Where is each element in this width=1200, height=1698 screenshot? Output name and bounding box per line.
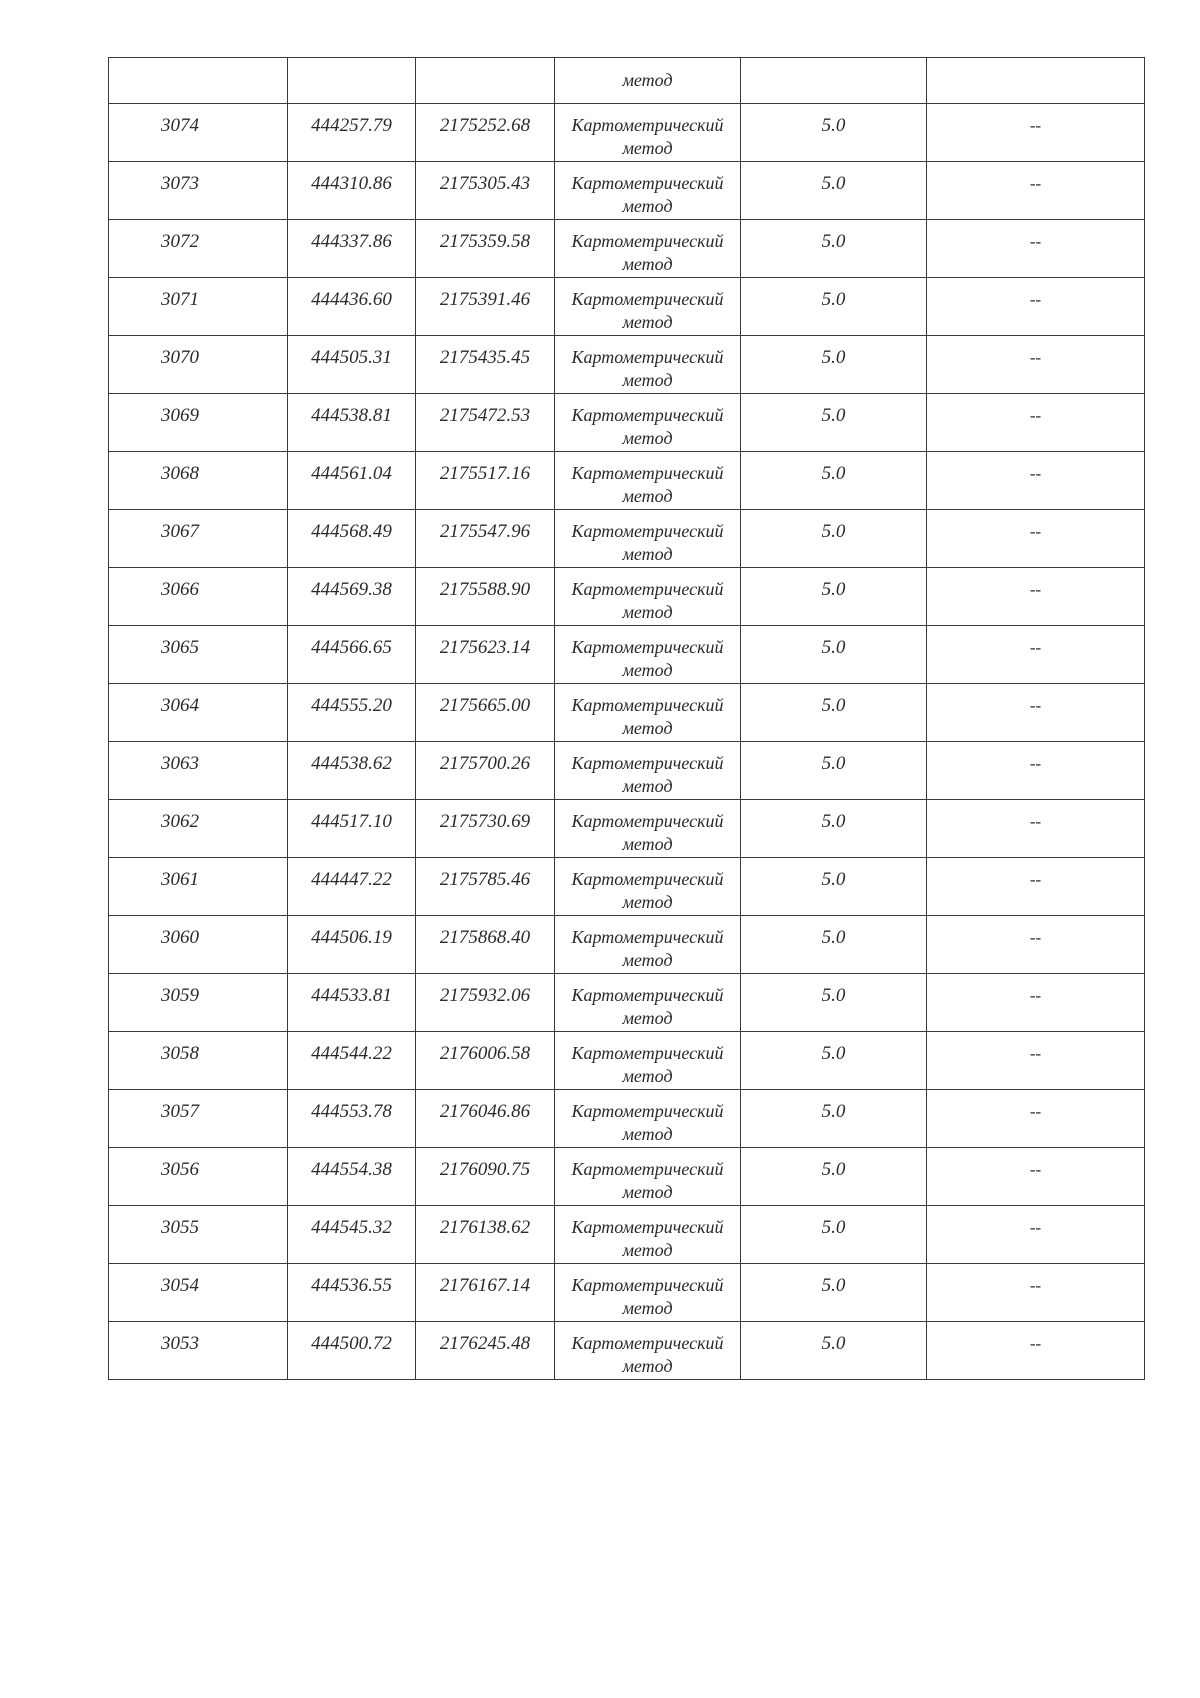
note-cell: -- bbox=[927, 104, 1145, 162]
table-row bbox=[109, 916, 1145, 974]
method-line-1: Картометрический bbox=[571, 869, 724, 889]
y-cell: 2175517.16 bbox=[416, 452, 555, 510]
note-cell: -- bbox=[927, 1206, 1145, 1264]
point-cell: 3066 bbox=[109, 568, 288, 626]
method-line-1: Картометрический bbox=[571, 1275, 724, 1295]
method-cell: метод bbox=[555, 58, 741, 104]
accuracy-cell: 5.0 bbox=[741, 278, 927, 336]
table-row bbox=[109, 626, 1145, 684]
accuracy-cell: 5.0 bbox=[741, 336, 927, 394]
method-line-1: Картометрический bbox=[571, 1043, 724, 1063]
x-cell: 444257.79 bbox=[288, 104, 416, 162]
accuracy-cell: 5.0 bbox=[741, 1090, 927, 1148]
table-row bbox=[109, 162, 1145, 220]
method-cell bbox=[555, 278, 741, 336]
accuracy-cell: 5.0 bbox=[741, 684, 927, 742]
table-row bbox=[109, 220, 1145, 278]
note-cell: -- bbox=[927, 1264, 1145, 1322]
x-cell: 444568.49 bbox=[288, 510, 416, 568]
x-cell: 444555.20 bbox=[288, 684, 416, 742]
table-row bbox=[109, 394, 1145, 452]
method-line-1: Картометрический bbox=[571, 811, 724, 831]
table-row bbox=[109, 1322, 1145, 1380]
accuracy-cell: 5.0 bbox=[741, 162, 927, 220]
method-line-1: Картометрический bbox=[571, 1101, 724, 1121]
method-line-1: Картометрический bbox=[571, 637, 724, 657]
method-line-2: метод bbox=[622, 892, 673, 912]
x-cell: 444569.38 bbox=[288, 568, 416, 626]
method-cell bbox=[555, 1322, 741, 1380]
point-cell: 3071 bbox=[109, 278, 288, 336]
y-cell: 2175391.46 bbox=[416, 278, 555, 336]
accuracy-cell: 5.0 bbox=[741, 742, 927, 800]
x-cell: 444533.81 bbox=[288, 974, 416, 1032]
point-cell: 3072 bbox=[109, 220, 288, 278]
method-line-1: Картометрический bbox=[571, 927, 724, 947]
point-cell: 3056 bbox=[109, 1148, 288, 1206]
note-cell: -- bbox=[927, 1090, 1145, 1148]
point-cell: 3069 bbox=[109, 394, 288, 452]
point-cell: 3063 bbox=[109, 742, 288, 800]
method-line-1: Картометрический bbox=[571, 463, 724, 483]
accuracy-cell: 5.0 bbox=[741, 916, 927, 974]
method-cell bbox=[555, 452, 741, 510]
method-cell bbox=[555, 394, 741, 452]
method-line-2: метод bbox=[622, 370, 673, 390]
y-cell: 2175547.96 bbox=[416, 510, 555, 568]
method-line-2: метод bbox=[622, 138, 673, 158]
method-line-1: Картометрический bbox=[571, 1333, 724, 1353]
accuracy-cell: 5.0 bbox=[741, 858, 927, 916]
method-line-2: метод bbox=[622, 718, 673, 738]
accuracy-cell: 5.0 bbox=[741, 1206, 927, 1264]
method-line-2: метод bbox=[622, 834, 673, 854]
table-row bbox=[109, 336, 1145, 394]
note-cell: -- bbox=[927, 510, 1145, 568]
note-cell: -- bbox=[927, 974, 1145, 1032]
y-cell: 2175359.58 bbox=[416, 220, 555, 278]
method-cell bbox=[555, 220, 741, 278]
y-cell: 2176090.75 bbox=[416, 1148, 555, 1206]
note-cell: -- bbox=[927, 858, 1145, 916]
note-cell: -- bbox=[927, 684, 1145, 742]
method-cell bbox=[555, 162, 741, 220]
x-cell: 444436.60 bbox=[288, 278, 416, 336]
method-cell bbox=[555, 1148, 741, 1206]
table-row bbox=[109, 858, 1145, 916]
note-cell: -- bbox=[927, 278, 1145, 336]
y-cell bbox=[416, 58, 555, 104]
table-row bbox=[109, 800, 1145, 858]
method-cell bbox=[555, 1206, 741, 1264]
method-cell bbox=[555, 916, 741, 974]
method-line-2: метод bbox=[622, 602, 673, 622]
y-cell: 2175305.43 bbox=[416, 162, 555, 220]
method-line-1: Картометрический bbox=[571, 579, 724, 599]
y-cell: 2175588.90 bbox=[416, 568, 555, 626]
table-row bbox=[109, 452, 1145, 510]
point-cell: 3074 bbox=[109, 104, 288, 162]
method-cell bbox=[555, 104, 741, 162]
method-line-2: метод bbox=[622, 660, 673, 680]
x-cell: 444506.19 bbox=[288, 916, 416, 974]
table-body bbox=[109, 58, 1145, 1380]
method-line-2: метод bbox=[622, 486, 673, 506]
y-cell: 2176245.48 bbox=[416, 1322, 555, 1380]
method-cell bbox=[555, 1032, 741, 1090]
point-cell: 3065 bbox=[109, 626, 288, 684]
method-cell bbox=[555, 974, 741, 1032]
method-cell bbox=[555, 510, 741, 568]
note-cell: -- bbox=[927, 162, 1145, 220]
note-cell: -- bbox=[927, 394, 1145, 452]
point-cell: 3060 bbox=[109, 916, 288, 974]
note-cell bbox=[927, 58, 1145, 104]
accuracy-cell: 5.0 bbox=[741, 1032, 927, 1090]
method-cell bbox=[555, 626, 741, 684]
table-row bbox=[109, 684, 1145, 742]
method-line-2: метод bbox=[622, 1240, 673, 1260]
method-line-1: Картометрический bbox=[571, 1159, 724, 1179]
method-line-2: метод bbox=[622, 254, 673, 274]
point-cell: 3054 bbox=[109, 1264, 288, 1322]
method-cell bbox=[555, 336, 741, 394]
method-line-2: метод bbox=[622, 1182, 673, 1202]
method-cell bbox=[555, 684, 741, 742]
method-line-1: Картометрический bbox=[571, 695, 724, 715]
x-cell: 444500.72 bbox=[288, 1322, 416, 1380]
y-cell: 2176138.62 bbox=[416, 1206, 555, 1264]
y-cell: 2176167.14 bbox=[416, 1264, 555, 1322]
x-cell: 444554.38 bbox=[288, 1148, 416, 1206]
table-row bbox=[109, 742, 1145, 800]
x-cell: 444538.81 bbox=[288, 394, 416, 452]
y-cell: 2175730.69 bbox=[416, 800, 555, 858]
method-cell bbox=[555, 568, 741, 626]
y-cell: 2176046.86 bbox=[416, 1090, 555, 1148]
method-line-1: Картометрический bbox=[571, 231, 724, 251]
x-cell: 444561.04 bbox=[288, 452, 416, 510]
accuracy-cell: 5.0 bbox=[741, 974, 927, 1032]
point-cell: 3070 bbox=[109, 336, 288, 394]
x-cell: 444447.22 bbox=[288, 858, 416, 916]
x-cell: 444538.62 bbox=[288, 742, 416, 800]
point-cell: 3067 bbox=[109, 510, 288, 568]
note-cell: -- bbox=[927, 220, 1145, 278]
accuracy-cell: 5.0 bbox=[741, 1322, 927, 1380]
note-cell: -- bbox=[927, 452, 1145, 510]
table-row bbox=[109, 1264, 1145, 1322]
y-cell: 2175868.40 bbox=[416, 916, 555, 974]
point-cell: 3053 bbox=[109, 1322, 288, 1380]
table-row bbox=[109, 1090, 1145, 1148]
method-line-1: Картометрический bbox=[571, 985, 724, 1005]
method-line-2: метод bbox=[622, 1356, 673, 1376]
method-cell bbox=[555, 742, 741, 800]
method-line-1: Картометрический bbox=[571, 173, 724, 193]
table-row bbox=[109, 510, 1145, 568]
method-line-1: Картометрический bbox=[571, 405, 724, 425]
method-line-2: метод bbox=[622, 1124, 673, 1144]
x-cell: 444310.86 bbox=[288, 162, 416, 220]
method-cell bbox=[555, 858, 741, 916]
point-cell: 3058 bbox=[109, 1032, 288, 1090]
point-cell bbox=[109, 58, 288, 104]
y-cell: 2175932.06 bbox=[416, 974, 555, 1032]
x-cell: 444544.22 bbox=[288, 1032, 416, 1090]
method-line-2: метод bbox=[622, 1008, 673, 1028]
note-cell: -- bbox=[927, 800, 1145, 858]
accuracy-cell: 5.0 bbox=[741, 800, 927, 858]
point-cell: 3055 bbox=[109, 1206, 288, 1264]
method-cell bbox=[555, 800, 741, 858]
method-line-1: Картометрический bbox=[571, 115, 724, 135]
method-line-1: Картометрический bbox=[571, 753, 724, 773]
table-row bbox=[109, 278, 1145, 336]
accuracy-cell: 5.0 bbox=[741, 1148, 927, 1206]
accuracy-cell: 5.0 bbox=[741, 626, 927, 684]
method-line-2: метод bbox=[622, 1298, 673, 1318]
method-line-2: метод bbox=[622, 544, 673, 564]
y-cell: 2175252.68 bbox=[416, 104, 555, 162]
x-cell bbox=[288, 58, 416, 104]
accuracy-cell: 5.0 bbox=[741, 568, 927, 626]
y-cell: 2175472.53 bbox=[416, 394, 555, 452]
method-line-2: метод bbox=[622, 196, 673, 216]
accuracy-cell: 5.0 bbox=[741, 104, 927, 162]
x-cell: 444517.10 bbox=[288, 800, 416, 858]
table-row bbox=[109, 974, 1145, 1032]
note-cell: -- bbox=[927, 1148, 1145, 1206]
note-cell: -- bbox=[927, 742, 1145, 800]
table-row bbox=[109, 1148, 1145, 1206]
x-cell: 444566.65 bbox=[288, 626, 416, 684]
x-cell: 444337.86 bbox=[288, 220, 416, 278]
y-cell: 2175665.00 bbox=[416, 684, 555, 742]
table-row-continued bbox=[109, 58, 1145, 104]
method-line-2: метод bbox=[622, 428, 673, 448]
table-row bbox=[109, 568, 1145, 626]
table-row bbox=[109, 1206, 1145, 1264]
x-cell: 444505.31 bbox=[288, 336, 416, 394]
y-cell: 2175785.46 bbox=[416, 858, 555, 916]
point-cell: 3059 bbox=[109, 974, 288, 1032]
y-cell: 2175623.14 bbox=[416, 626, 555, 684]
y-cell: 2175700.26 bbox=[416, 742, 555, 800]
method-line-1: Картометрический bbox=[571, 289, 724, 309]
accuracy-cell: 5.0 bbox=[741, 1264, 927, 1322]
method-line-2: метод bbox=[622, 950, 673, 970]
accuracy-cell bbox=[741, 58, 927, 104]
method-line-2: метод bbox=[622, 776, 673, 796]
note-cell: -- bbox=[927, 916, 1145, 974]
method-cell bbox=[555, 1264, 741, 1322]
accuracy-cell: 5.0 bbox=[741, 394, 927, 452]
point-cell: 3061 bbox=[109, 858, 288, 916]
method-line-1: Картометрический bbox=[571, 1217, 724, 1237]
method-cell bbox=[555, 1090, 741, 1148]
point-cell: 3068 bbox=[109, 452, 288, 510]
x-cell: 444553.78 bbox=[288, 1090, 416, 1148]
point-cell: 3062 bbox=[109, 800, 288, 858]
method-line-1: Картометрический bbox=[571, 347, 724, 367]
method-line-2: метод bbox=[622, 312, 673, 332]
note-cell: -- bbox=[927, 626, 1145, 684]
accuracy-cell: 5.0 bbox=[741, 510, 927, 568]
method-line-1: Картометрический bbox=[571, 521, 724, 541]
accuracy-cell: 5.0 bbox=[741, 452, 927, 510]
note-cell: -- bbox=[927, 1322, 1145, 1380]
point-cell: 3057 bbox=[109, 1090, 288, 1148]
table-row bbox=[109, 104, 1145, 162]
note-cell: -- bbox=[927, 336, 1145, 394]
y-cell: 2175435.45 bbox=[416, 336, 555, 394]
point-cell: 3073 bbox=[109, 162, 288, 220]
method-line-2: метод bbox=[622, 1066, 673, 1086]
point-cell: 3064 bbox=[109, 684, 288, 742]
y-cell: 2176006.58 bbox=[416, 1032, 555, 1090]
note-cell: -- bbox=[927, 568, 1145, 626]
x-cell: 444545.32 bbox=[288, 1206, 416, 1264]
coordinates-table bbox=[108, 57, 1145, 1380]
x-cell: 444536.55 bbox=[288, 1264, 416, 1322]
note-cell: -- bbox=[927, 1032, 1145, 1090]
table-row bbox=[109, 1032, 1145, 1090]
accuracy-cell: 5.0 bbox=[741, 220, 927, 278]
